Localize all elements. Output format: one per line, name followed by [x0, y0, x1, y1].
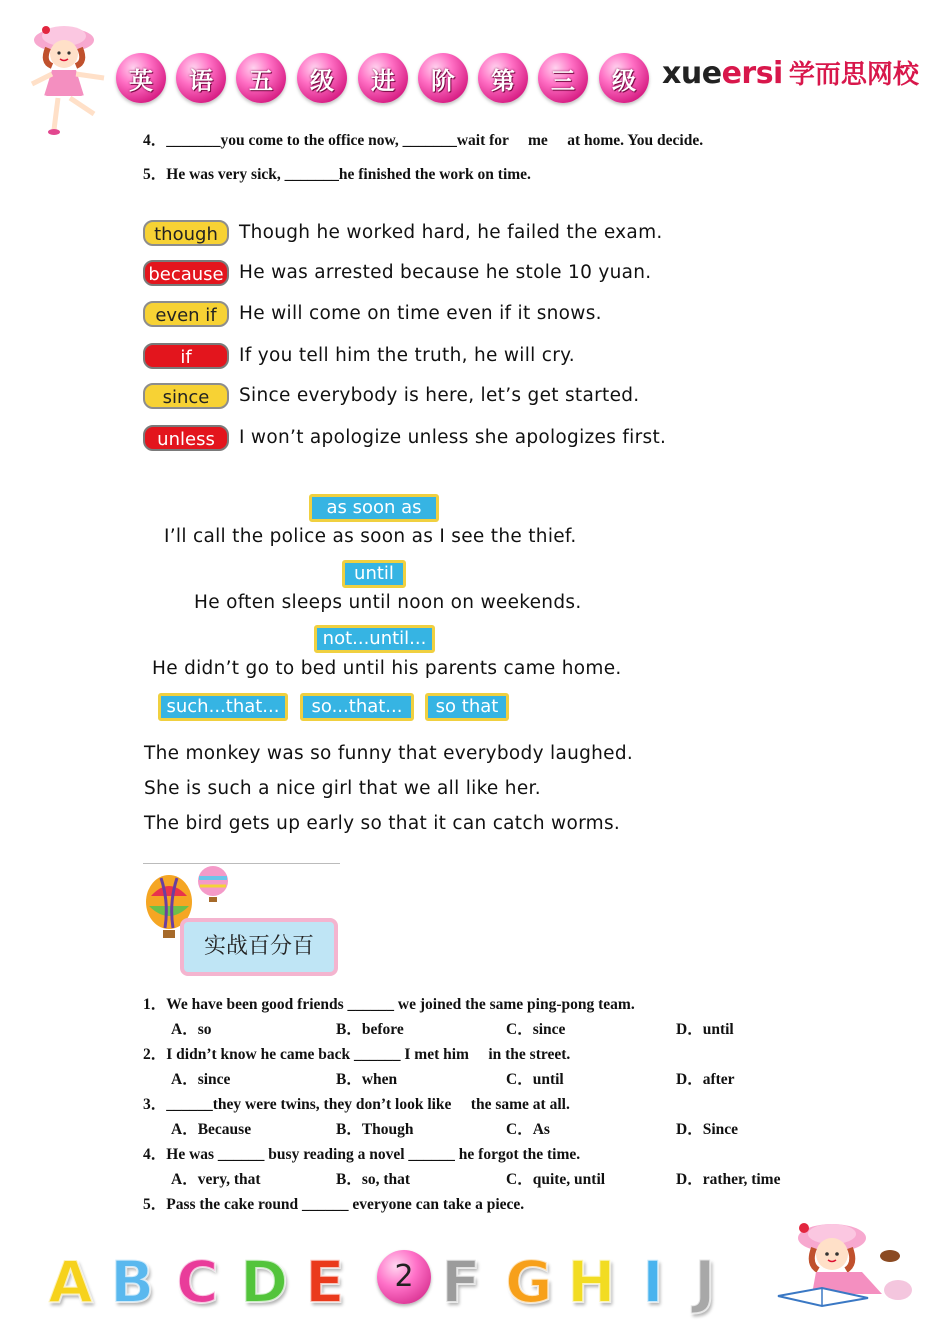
exercise-3 — [143, 1092, 570, 1114]
brand-logo — [662, 54, 919, 91]
footer-letter-j: J — [694, 1248, 716, 1316]
question-text: We have been good friends ______ we joined the same ping-pong team. — [166, 996, 635, 1013]
option-4a: A．very, that — [171, 1171, 261, 1188]
footer-letter-g: G — [505, 1248, 553, 1316]
exercise-2 — [143, 1042, 570, 1064]
conjunction-example: Though he worked hard, he failed the exam. — [239, 222, 663, 243]
conjunction-pill-even-if: even if — [143, 301, 229, 327]
option-1b: B．before — [336, 1021, 404, 1038]
option-4c: C．quite, until — [506, 1171, 606, 1188]
question-number: 3． — [143, 1096, 167, 1113]
question-text: I didn’t know he came back ______ I met him in the street. — [166, 1046, 571, 1063]
title-char: 级 — [599, 53, 649, 103]
section-title-box — [180, 918, 338, 976]
option-1a: A．so — [171, 1021, 212, 1038]
section-divider — [143, 863, 340, 864]
exercise-5 — [143, 1192, 524, 1214]
top-question-4 — [143, 128, 703, 150]
conjunction-pill-because: because — [143, 260, 229, 286]
strawberry-girl-mascot-icon — [24, 18, 116, 138]
footer-letter-f: F — [441, 1248, 481, 1316]
option-2d: D．after — [676, 1071, 735, 1088]
footer-letter-d: D — [240, 1248, 289, 1316]
option-2b: B．when — [336, 1071, 398, 1088]
question-number: 1． — [143, 996, 167, 1013]
option-3c: C．As — [506, 1121, 550, 1138]
footer-letter-h: H — [567, 1248, 616, 1316]
brand-en-accent: ersi — [721, 56, 783, 91]
result-example: The monkey was so funny that everybody laughed. — [144, 743, 634, 764]
tag-not-until: not...until... — [314, 625, 435, 653]
title-char: 级 — [297, 53, 347, 103]
question-number: 4． — [143, 132, 167, 149]
option-3b: B．Though — [336, 1121, 414, 1138]
tag-as-soon-as: as soon as — [309, 494, 439, 522]
question-number: 5． — [143, 166, 167, 183]
title-char: 语 — [176, 53, 226, 103]
reading-girl-mascot-icon — [772, 1214, 922, 1314]
footer-letter-a: A — [48, 1248, 93, 1316]
result-example: The bird gets up early so that it can catch worms. — [144, 813, 621, 834]
question-text: Pass the cake round ______ everyone can take a piece. — [166, 1196, 525, 1213]
option-4d: D．rather, time — [676, 1171, 781, 1188]
page-number: 2 — [377, 1250, 431, 1304]
conjunction-example: Since everybody is here, let’s get started. — [239, 385, 640, 406]
option-1c: C．since — [506, 1021, 566, 1038]
footer-letter-e: E — [305, 1248, 345, 1316]
conjunction-example: He was arrested because he stole 10 yuan. — [239, 262, 652, 283]
question-number: 2． — [143, 1046, 167, 1063]
conjunction-pill-since: since — [143, 383, 229, 409]
time-conjunction-example: He didn’t go to bed until his parents came home. — [152, 658, 622, 679]
footer-letter-i: I — [642, 1248, 664, 1316]
title-char: 第 — [478, 53, 528, 103]
tag-such-that: such...that... — [158, 693, 288, 721]
title-char: 三 — [538, 53, 588, 103]
brand-cn: 学而思网校 — [788, 60, 919, 90]
section-title: 实战百分百 — [203, 934, 314, 959]
option-4b: B．so, that — [336, 1171, 411, 1188]
exercise-1 — [143, 992, 635, 1014]
exercise-4 — [143, 1142, 580, 1164]
question-text: He was ______ busy reading a novel ______ he forgot the time. — [166, 1146, 581, 1163]
title-char: 五 — [236, 53, 286, 103]
result-example: She is such a nice girl that we all like her. — [144, 778, 541, 799]
title-char: 阶 — [418, 53, 468, 103]
title-char: 进 — [358, 53, 408, 103]
time-conjunction-example: He often sleeps until noon on weekends. — [194, 592, 582, 613]
tag-so-that-split: so...that... — [300, 693, 414, 721]
option-2c: C．until — [506, 1071, 564, 1088]
brand-en-prefix: xue — [662, 56, 722, 91]
question-text: He was very sick, _______he finished the work on time. — [166, 166, 531, 183]
option-2a: A．since — [171, 1071, 231, 1088]
question-text: ______they were twins, they don’t look like the same at all. — [166, 1096, 570, 1113]
conjunction-example: He will come on time even if it snows. — [239, 303, 602, 324]
question-number: 4． — [143, 1146, 167, 1163]
tag-so-that: so that — [425, 693, 509, 721]
question-number: 5． — [143, 1196, 167, 1213]
question-text: _______you come to the office now, _______wait for me at home. You decide. — [166, 132, 704, 149]
option-1d: D．until — [676, 1021, 734, 1038]
tag-until: until — [342, 560, 406, 588]
option-3d: D．Since — [676, 1121, 739, 1138]
conjunction-example: I won’t apologize unless she apologizes first. — [239, 427, 667, 448]
top-question-5 — [143, 162, 531, 184]
conjunction-pill-unless: unless — [143, 425, 229, 451]
conjunction-example: If you tell him the truth, he will cry. — [239, 345, 575, 366]
footer-letter-b: B — [110, 1248, 155, 1316]
title-char: 英 — [116, 53, 166, 103]
conjunction-pill-though: though — [143, 220, 229, 246]
option-3a: A．Because — [171, 1121, 252, 1138]
conjunction-pill-if: if — [143, 343, 229, 369]
time-conjunction-example: I’ll call the police as soon as I see the thief. — [164, 526, 577, 547]
footer-letter-c: C — [176, 1248, 219, 1316]
